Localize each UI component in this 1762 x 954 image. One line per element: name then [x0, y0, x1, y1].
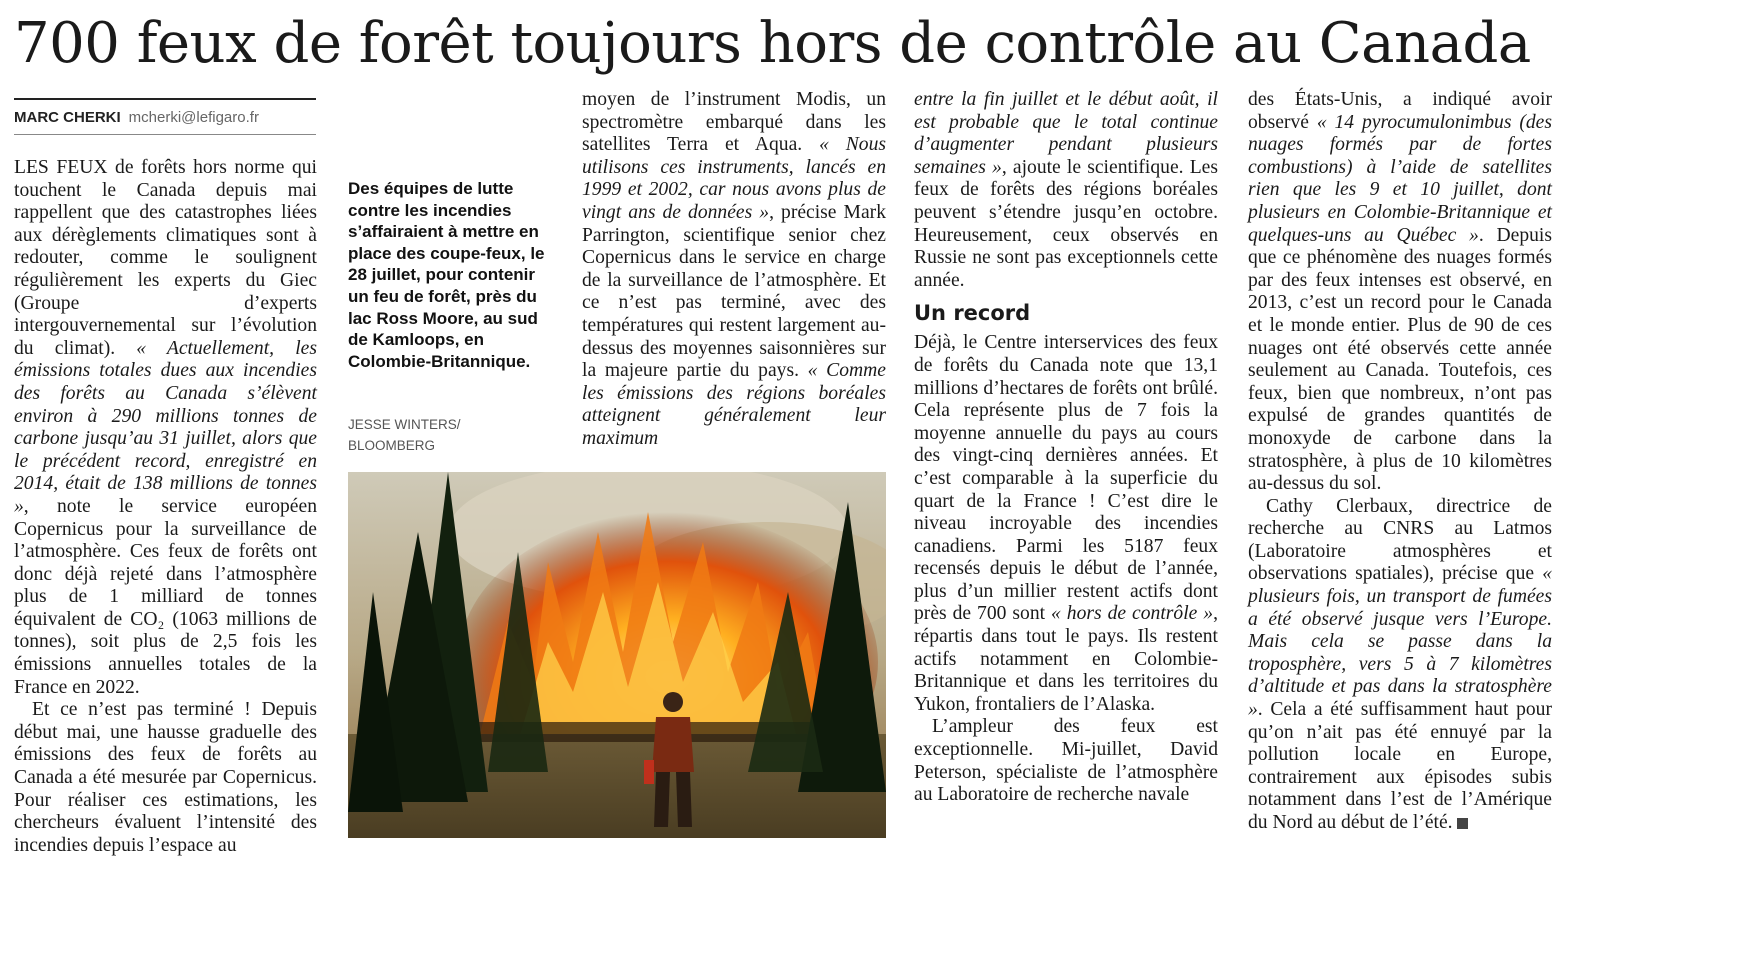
quote: « Comme les émissions des régions boréales atteignent généralement leur maximum: [582, 360, 886, 449]
text: moyen de l’instrument Modis, un spectromètre embarqué dans les satellites Terra et Aqua.: [582, 89, 886, 156]
quote: « Nous utilisons ces instruments, lancés en 1999 et 2002, car nous avons plus de vingt ans de données »: [582, 134, 886, 223]
paragraph: [914, 89, 1218, 292]
paragraph: [1248, 496, 1552, 835]
author-name: MARC CHERKI: [14, 108, 121, 126]
paragraph: [14, 157, 317, 699]
text: Déjà, le Centre interservices des feux de forêts du Canada note que 13,1 millions d’hectares de forêts ont brûlé. Cela représente plus de 7 fois la moyenne annuelle du pays au cours des vingt-cinq dernières années. Et c’est comparable à la superficie du quart de la France ! C’est dire le niveau incroyable des incendies canadiens. Parmi les 5187 feux recensés depuis le début de l’année, plus d’un millier restent actifs dont près de 700 sont: [914, 332, 1218, 625]
text: , note le service européen Copernicus pour la surveillance de l’atmosphère. Ces feux de forêts ont donc déjà rejeté dans l’atmosphère plus de 1 milliard de tonnes équivalent de CO₂ (1063 millions de tonnes), soit plus de 2,5 fois les émissions annuelles totales de la France en 2022.: [14, 495, 317, 698]
paragraph: [1248, 89, 1552, 496]
author-email[interactable]: mcherki@lefigaro.fr: [128, 108, 259, 126]
photo-credit: JESSE WINTERS/ BLOOMBERG: [348, 417, 461, 453]
text: , précise Mark Parrington, scientifique senior chez Copernicus dans le service en charge de la surveillance de l’atmosphère. Et ce n’est pas terminé, avec des températures qui restent largement au-dessus des moyennes saisonnières sur la majeure partie du pays.: [582, 201, 886, 382]
text: des États-Unis, a indiqué avoir observé: [1248, 89, 1552, 133]
wildfire-image: [348, 472, 886, 838]
article-column-3: [914, 89, 1218, 807]
quote: « plusieurs fois, un transport de fumées a été observé jusque vers l’Europe. Mais cela se passe dans la troposphère, vers 5 à 7 kilomètres d’altitude et pas dans la stratosphère »: [1248, 563, 1552, 721]
text: Cathy Clerbaux, directrice de recherche au CNRS au Latmos (Laboratoire atmosphères et observations spatiales), précise que: [1248, 495, 1552, 585]
text: , répartis dans tout le pays. Ils restent actifs notamment en Colombie-Britannique et dans les territoires du Yukon, frontaliers de l’Alaska.: [914, 603, 1218, 715]
text: , ajoute le scientifique. Les feux de forêts des régions boréales peuvent s’étendre jusqu’en octobre. Heureusement, ceux observés en Russie ne sont pas exceptionnels cette année.: [914, 156, 1219, 291]
article-column-1: [14, 157, 317, 857]
subheading: Un record: [914, 301, 1031, 326]
quote: entre la fin juillet et le début août, il est probable que le total continue d’augmenter pendant plusieurs semaines »: [914, 89, 1218, 178]
text: LES FEUX de forêts hors norme qui touchent le Canada depuis mai rappellent que des catastrophes liées aux dérèglements climatiques sont à redouter, comme le soulignent régulièrement les experts du Giec (Groupe d’experts intergouvernemental sur l’évolution du climat).: [14, 157, 317, 359]
paragraph: [582, 89, 886, 451]
quote: « Actuellement, les émissions totales dues aux incendies des forêts au Canada s’élèvent environ à 290 millions tonnes de carbone jusqu’au 31 juillet, alors que le précédent record, enregistré en 2014, était de 138 millions de tonnes »: [14, 337, 317, 517]
quote: « 14 pyrocumulonimbus (des nuages formés par de fortes combustions) à l’aide de satellites rien que les 9 et 10 juillet, dont plusieurs en Colombie-Britannique et quelques-uns au Québec »: [1248, 111, 1552, 246]
paragraph: Et ce n’est pas terminé ! Depuis début mai, une hausse graduelle des émissions des feux de forêts au Canada a été mesurée par Copernicus. Pour réaliser ces estimations, les chercheurs évaluent l’intensité des incendies depuis l’espace au: [14, 699, 317, 856]
wildfire-photo: [348, 472, 886, 838]
article-column-2: [582, 89, 886, 451]
article-column-4: [1248, 89, 1552, 835]
text: . Depuis que ce phénomène des nuages formés par des feux intenses est observé, en 2013, c’est un record pour le Canada et le monde entier. Plus de 90 de ces nuages ont été observés cette année seulement au Canada. Toutefois, ces feux, bien que nombreux, n’ont pas expulsé de grandes quantités de monoxyde de carbone dans la stratosphère, à plus de 10 kilomètres au-dessus du sol.: [1248, 224, 1552, 495]
photo-caption: Des équipes de lutte contre les incendies s’affairaient à mettre en place des coupe-feux, le 28 juillet, pour contenir un feu de forêt, près du lac Ross Moore, au sud de Kamloops, en Colombie-Britannique.: [348, 179, 545, 371]
paragraph: L’ampleur des feux est exceptionnelle. Mi-juillet, David Peterson, spécialiste de l’atmosphère au Laboratoire de recherche navale: [914, 716, 1218, 806]
paragraph: [914, 332, 1218, 716]
byline: [14, 98, 316, 135]
quote: « hors de contrôle »: [1051, 603, 1214, 625]
text: . Cela a été suffisamment haut pour qu’on n’ait pas été ennuyé par la pollution locale en Europe, contrairement aux épisodes subis notamment dans l’est de l’Amérique du Nord au début de l’été.: [1248, 699, 1552, 833]
headline: 700 feux de forêt toujours hors de contrôle au Canada: [14, 11, 1531, 76]
end-of-article-icon: [1457, 818, 1468, 829]
